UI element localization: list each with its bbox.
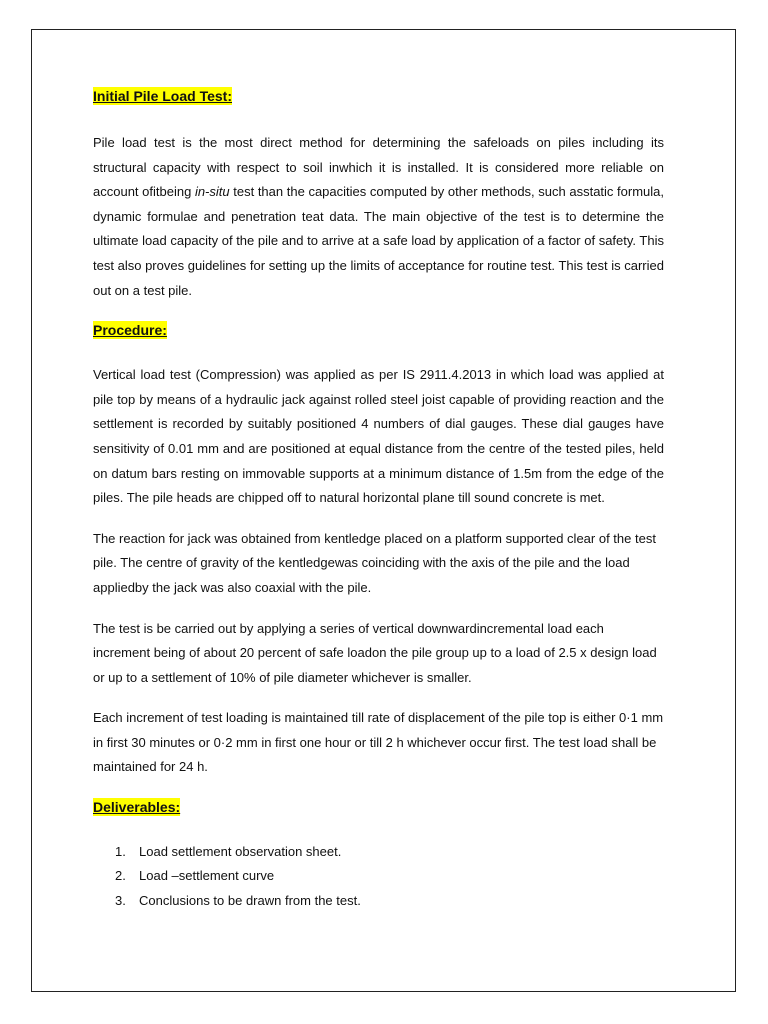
procedure-paragraph-3: The test is be carried out by applying a series of vertical downwardincremental load each increment being of about 20 percent of safe loadon the pile group up to a load of 2.5 x design load or up to a settlement of 10% of pile diameter whichever is smaller.	[93, 620, 657, 685]
intro-text-part-2: test than the capacities computed by other methods, such asstatic formula, dynamic formulae and penetration teat data. The main objective of the test is to determine the ultimate load capacity of the pile and to arrive at a safe load by application of a factor of safety. This test also proves guidelines for setting up the limits of acceptance for routine test. This test is carried out on a test pile.	[93, 184, 665, 298]
intro-paragraph	[93, 131, 664, 303]
list-item	[93, 840, 665, 864]
list-item-text: Load settlement observation sheet.	[139, 844, 342, 860]
heading-initial-pile-load-test: Initial Pile Load Test:	[93, 88, 232, 104]
list-item-number: 2.	[115, 868, 126, 884]
list-item	[93, 889, 665, 913]
procedure-paragraph-4: Each increment of test loading is maintained till rate of displacement of the pile top is either 0·1 mm in first 30 minutes or 0·2 mm in first one hour or till 2 h whichever occur first. The test load shall be maintained for 24 h.	[93, 710, 664, 775]
heading-deliverables: Deliverables:	[93, 799, 181, 816]
deliverables-list	[93, 840, 665, 913]
procedure-paragraph-2: The reaction for jack was obtained from kentledge placed on a platform supported clear of the test pile. The centre of gravity of the kentledgewas coinciding with the axis of the pile and the load appliedby the jack was also coaxial with the pile.	[93, 530, 656, 595]
list-item-text: Load –settlement curve	[139, 868, 275, 884]
list-item-text: Conclusions to be drawn from the test.	[139, 892, 361, 908]
intro-text-part-1: Pile load test is the most direct method for determining the safeloads on piles including its structural capacity with respect to soil inwhich it is installed. It is considered more reliable on account ofitbeing	[93, 135, 664, 200]
intro-text-italic: in-situ	[194, 184, 230, 200]
list-item-number: 1.	[115, 844, 126, 860]
procedure-paragraph-1: Vertical load test (Compression) was applied as per IS 2911.4.2013 in which load was applied at pile top by means of a hydraulic jack against rolled steel joist capable of providing reaction and the settlement is recorded by suitably positioned 4 numbers of dial gauges. These dial gauges have sensitivity of 0.01 mm and are positioned at equal distance from the centre of the tested piles, held on datum bars resting on immovable supports at a minimum distance of 1.5m from the edge of the piles. The pile heads are chipped off to natural horizontal plane till sound concrete is met.	[93, 367, 664, 506]
list-item	[93, 864, 665, 888]
heading-procedure: Procedure:	[93, 322, 167, 339]
list-item-number: 3.	[115, 892, 126, 908]
document-body	[93, 85, 665, 913]
